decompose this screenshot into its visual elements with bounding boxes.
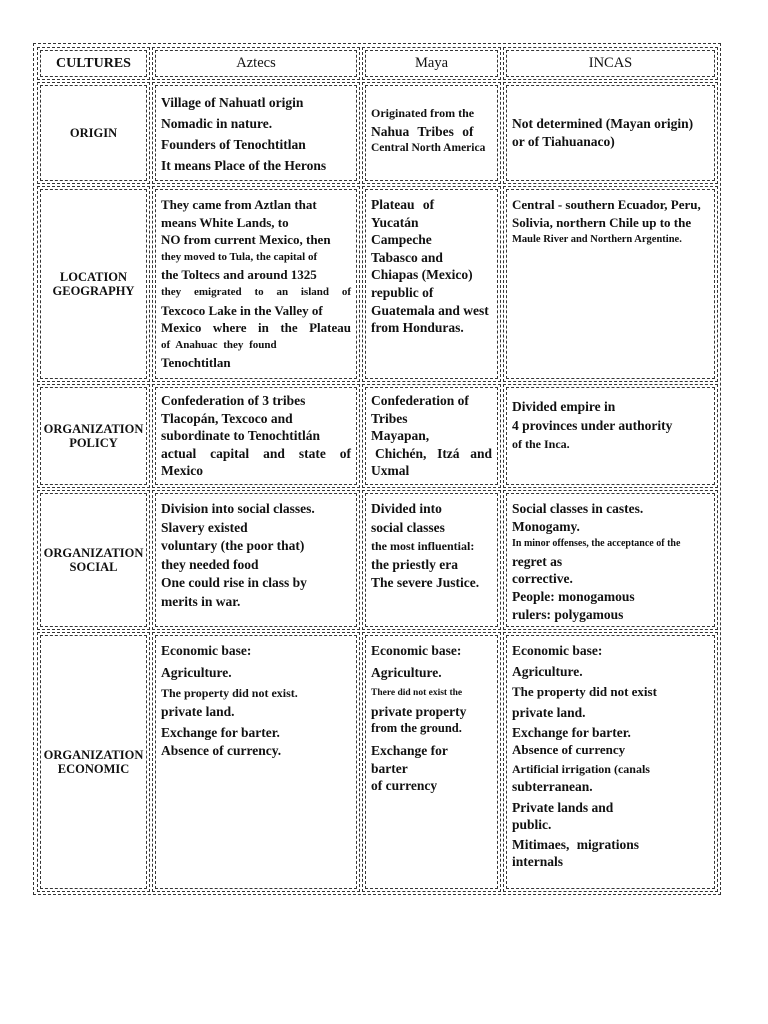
text-line: Economic base: (371, 643, 462, 658)
row-label-line: POLICY (69, 436, 118, 450)
text-line: Exchange for (371, 742, 448, 758)
text-line: Tabasco and (371, 249, 443, 265)
text-line: Guatemala and west (371, 302, 489, 318)
row-label-line: ORGANIZATION (43, 748, 144, 762)
text-line: Agriculture. (512, 664, 583, 680)
cell-economic-maya (362, 632, 501, 892)
row-label-line: ECONOMIC (57, 762, 130, 776)
text-line: Mayapan, (371, 428, 430, 444)
text-line: Yucatán (371, 214, 419, 230)
text-line: barter (371, 760, 408, 776)
text-line: regret as (512, 553, 563, 569)
text-line: Campeche (371, 232, 432, 248)
text-line: Exchange for barter. (512, 724, 631, 740)
text-line: One could rise in class by (161, 575, 307, 591)
text-line: private land. (161, 703, 235, 719)
text-line: merits in war. (161, 593, 241, 609)
cell-social-incas (503, 490, 718, 630)
text-line: Artificial irrigation (canals (512, 762, 650, 777)
text-line: private property (371, 703, 467, 719)
text-line: Slavery existed (161, 519, 248, 535)
text-line: Central North America (371, 142, 486, 155)
text-line: subterranean. (512, 779, 593, 795)
cell-origin-maya (362, 82, 501, 184)
header-cultures (37, 47, 150, 80)
cell-location-aztecs (152, 186, 360, 382)
text-line: Economic base: (512, 643, 603, 658)
text-line: Nomadic in nature. (161, 116, 273, 131)
text-line: Mexico where in the Plateau (161, 320, 351, 336)
text-line: Tenochtitlan (161, 355, 231, 371)
text-line: Tribes (371, 410, 408, 426)
text-line: they needed food (161, 556, 259, 572)
text-line: Central - southern Ecuador, Peru, (512, 197, 701, 212)
text-line: voluntary (the poor that) (161, 538, 305, 554)
text-line: internals (512, 854, 564, 870)
text-line: corrective. (512, 571, 573, 587)
text-line: the Toltecs and around 1325 (161, 267, 317, 283)
row-label-line: LOCATION (59, 270, 128, 284)
text-line: they moved to Tula, the capital of (161, 250, 318, 263)
text-line: Uxmal (371, 463, 410, 479)
text-line: of currency (371, 778, 438, 794)
text-line: Nahua Tribes of (371, 123, 474, 139)
text-line: the most influential: (371, 539, 475, 554)
text-line: There did not exist the (371, 688, 463, 699)
text-line: Exchange for barter. (161, 725, 280, 741)
text-line: Solivia, northern Chile up to the (512, 214, 692, 230)
text-line: Chiapas (Mexico) (371, 267, 473, 283)
row-label-organization-policy (37, 384, 150, 488)
row-label-organization-social (37, 490, 150, 630)
header-aztecs (152, 47, 360, 80)
cell-location-incas (503, 186, 718, 382)
text-line: from Honduras. (371, 320, 464, 336)
row-label-location-geography (37, 186, 150, 382)
text-line: Maule River and Northern Argentine. (512, 234, 682, 246)
text-line: the priestly era (371, 556, 458, 572)
text-line: republic of (371, 284, 434, 300)
text-line: or of Tiahuanaco) (512, 133, 615, 149)
text-line: The property did not exist (512, 684, 657, 700)
text-line: Social classes in castes. (512, 501, 644, 516)
text-line: from the ground. (371, 721, 462, 736)
text-line: Tlacopán, Texcoco and (161, 410, 293, 426)
text-line: Mexico (161, 463, 203, 479)
text-line: Chichén, Itzá and (375, 445, 492, 461)
text-line: public. (512, 816, 552, 832)
row-label-origin (37, 82, 150, 184)
text-line: In minor offenses, the acceptance of the (512, 538, 681, 550)
row-label-organization-economic (37, 632, 150, 892)
header-incas (503, 47, 718, 80)
text-line: social classes (371, 519, 445, 535)
row-label-line: GEOGRAPHY (52, 284, 135, 298)
cell-policy-maya (362, 384, 501, 488)
cell-policy-aztecs (152, 384, 360, 488)
cell-origin-aztecs (152, 82, 360, 184)
text-line: private land. (512, 704, 586, 720)
header-incas-label: INCAS (588, 55, 633, 71)
cell-social-maya (362, 490, 501, 630)
text-line: The property did not exist. (161, 686, 298, 701)
cell-policy-incas (503, 384, 718, 488)
text-line: Texcoco Lake in the Valley of (161, 302, 323, 318)
text-line: Absence of currency (512, 742, 626, 758)
text-line: Founders of Tenochtitlan (161, 137, 306, 152)
header-maya-label: Maya (414, 55, 448, 71)
text-line: subordinate to Tenochtitlán (161, 428, 321, 444)
text-line: Not determined (Mayan origin) (512, 116, 694, 131)
cell-origin-incas (503, 82, 718, 184)
text-line: Divided into (371, 501, 442, 516)
text-line: Private lands and (512, 799, 614, 815)
text-line: It means Place of the Herons (161, 158, 327, 173)
text-line: rulers: polygamous (512, 606, 624, 622)
text-line: Absence of currency. (161, 742, 282, 758)
text-line: NO from current Mexico, then (161, 232, 331, 248)
row-label-line: ORGANIZATION (43, 422, 144, 436)
text-line: of Anahuac they found (161, 338, 277, 351)
text-line: Plateau of (371, 197, 435, 212)
text-line: The severe Justice. (371, 575, 480, 591)
text-line: Mitimaes, migrations (512, 837, 639, 853)
row-label-line: SOCIAL (69, 560, 118, 574)
header-aztecs-label: Aztecs (236, 55, 276, 71)
cultures-table (33, 43, 721, 895)
text-line: means White Lands, to (161, 214, 289, 230)
text-line: Divided empire in (512, 399, 616, 414)
text-line: Village of Nahuatl origin (161, 95, 304, 110)
header-cultures-label: CULTURES (56, 55, 131, 71)
text-line: Originated from the (371, 106, 475, 120)
text-line: Agriculture. (371, 664, 442, 680)
text-line: of the Inca. (512, 437, 570, 451)
text-line: 4 provinces under authority (512, 418, 673, 433)
cell-location-maya (362, 186, 501, 382)
text-line: actual capital and state of (161, 445, 351, 461)
cell-social-aztecs (152, 490, 360, 630)
text-line: Monogamy. (512, 518, 580, 534)
text-line: Confederation of 3 tribes (161, 393, 306, 408)
text-line: They came from Aztlan that (161, 197, 317, 212)
cell-economic-incas (503, 632, 718, 892)
text-line: Economic base: (161, 643, 252, 658)
text-line: they emigrated to an island of (161, 285, 351, 298)
row-label-line: ORGANIZATION (43, 546, 144, 560)
text-line: People: monogamous (512, 588, 635, 604)
text-line: Confederation of (371, 393, 469, 408)
header-maya (362, 47, 501, 80)
text-line: Division into social classes. (161, 501, 315, 516)
cell-economic-aztecs (152, 632, 360, 892)
row-label-line: ORIGIN (69, 126, 118, 140)
text-line: Agriculture. (161, 664, 232, 680)
